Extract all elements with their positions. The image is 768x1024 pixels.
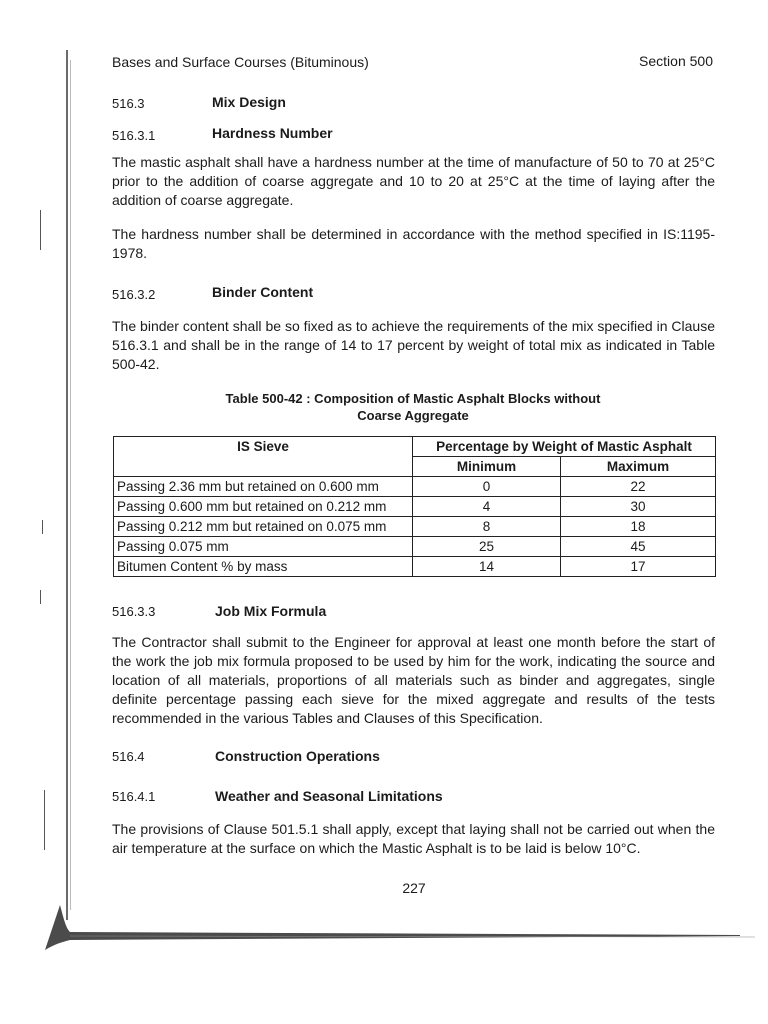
section-heading: Construction Operations xyxy=(215,748,380,764)
row-label: Passing 2.36 mm but retained on 0.600 mm xyxy=(114,477,413,497)
paragraph: The Contractor shall submit to the Engineer for approval at least one month before the start of the work the job mix formula proposed to be used by him for the work, indicating the source and location of all materials, proportions of all materials such as binder and aggregates, single definite percentage passing each sieve for the mixed aggregate and results of the tests recommended in the various Tables and Clauses of this Specification. xyxy=(112,634,715,726)
table-caption-line: Table 500-42 : Composition of Mastic Asphalt Blocks without xyxy=(225,391,601,406)
page-curl-shadow xyxy=(40,900,760,960)
row-label: Passing 0.212 mm but retained on 0.075 mm xyxy=(114,517,413,537)
composition-table xyxy=(113,436,716,577)
cell-minimum: 8 xyxy=(413,517,561,537)
cell-minimum: 14 xyxy=(413,557,561,577)
column-header-sieve: IS Sieve xyxy=(114,437,413,477)
paragraph: The binder content shall be so fixed as to achieve the requirements of the mix specified in Clause 516.3.1 and shall be in the range of 14 to 17 percent by weight of total mix as indicated in Table 500-42. xyxy=(112,318,715,372)
cell-minimum: 0 xyxy=(413,477,561,497)
cell-maximum: 22 xyxy=(561,477,716,497)
table-caption xyxy=(112,390,714,424)
table-caption-line: Coarse Aggregate xyxy=(357,408,469,423)
cell-minimum: 25 xyxy=(413,537,561,557)
margin-mark xyxy=(40,210,41,250)
running-header-title: Bases and Surface Courses (Bituminous) xyxy=(112,54,369,70)
binding-edge-shadow xyxy=(70,60,71,910)
margin-mark xyxy=(42,520,43,534)
section-heading: Mix Design xyxy=(212,94,286,110)
row-label: Passing 0.075 mm xyxy=(114,537,413,557)
column-header-maximum: Maximum xyxy=(561,457,716,477)
cell-maximum: 17 xyxy=(561,557,716,577)
paragraph: The hardness number shall be determined in accordance with the method specified in IS:1195-1978. xyxy=(112,226,715,261)
table-row xyxy=(114,537,716,557)
paragraph: The provisions of Clause 501.5.1 shall apply, except that laying shall not be carried out when the air temperature at the surface on which the Mastic Asphalt is to be laid is below 10°C. xyxy=(112,821,715,856)
margin-mark xyxy=(40,590,41,604)
paragraph: The mastic asphalt shall have a hardness number at the time of manufacture of 50 to 70 at 25°C prior to the addition of coarse aggregate and 10 to 20 at 25°C at the time of laying after the addition of coarse aggregate. xyxy=(112,154,715,208)
row-label: Passing 0.600 mm but retained on 0.212 mm xyxy=(114,497,413,517)
row-label: Bitumen Content % by mass xyxy=(114,557,413,577)
binding-edge xyxy=(66,50,68,920)
section-heading: Binder Content xyxy=(212,284,314,300)
page-number: 227 xyxy=(402,880,426,896)
section-number: 516.3.1 xyxy=(112,128,156,143)
column-header-group: Percentage by Weight of Mastic Asphalt xyxy=(413,437,716,457)
table-row xyxy=(114,517,716,537)
section-number: 516.3 xyxy=(112,96,145,111)
cell-maximum: 18 xyxy=(561,517,716,537)
running-header-section: Section 500 xyxy=(639,53,713,69)
section-heading: Job Mix Formula xyxy=(215,603,327,619)
column-header-minimum: Minimum xyxy=(413,457,561,477)
section-number: 516.3.3 xyxy=(112,604,156,619)
table-row xyxy=(114,477,716,497)
section-number: 516.4 xyxy=(112,749,145,764)
cell-minimum: 4 xyxy=(413,497,561,517)
cell-maximum: 30 xyxy=(561,497,716,517)
section-heading: Hardness Number xyxy=(212,125,333,141)
table-header-row xyxy=(114,437,716,457)
margin-mark xyxy=(44,790,45,850)
table-row xyxy=(114,497,716,517)
table-row xyxy=(114,557,716,577)
section-heading: Weather and Seasonal Limitations xyxy=(215,788,443,804)
section-number: 516.3.2 xyxy=(112,287,156,302)
cell-maximum: 45 xyxy=(561,537,716,557)
section-number: 516.4.1 xyxy=(112,789,156,804)
